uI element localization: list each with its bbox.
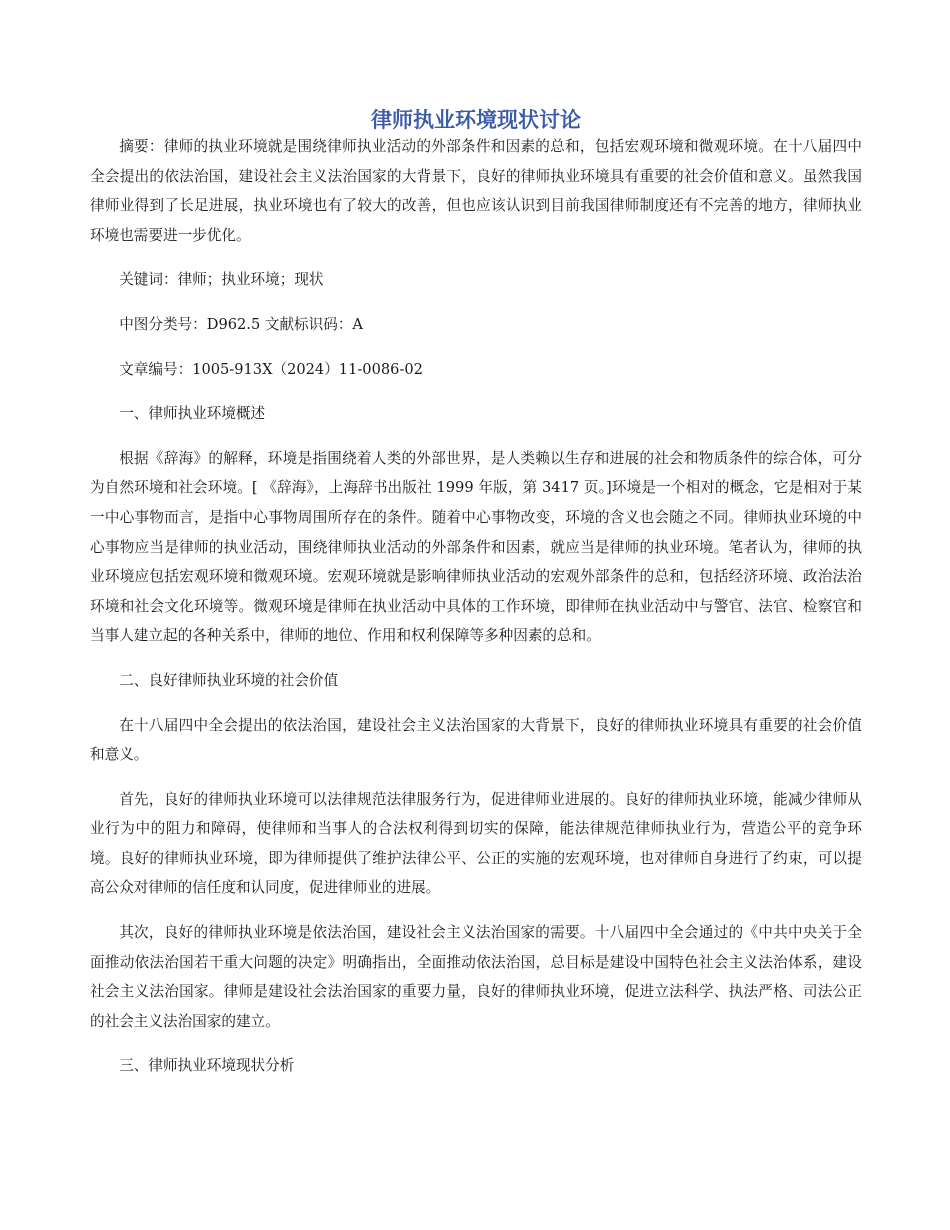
section2-paragraph-3: 其次，良好的律师执业环境是依法治国，建设社会主义法治国家的需要。十八届四中全会通过的《中共中央关于全面推动依法治国若干重大问题的决定》明确指出，全面推动依法治国，总目标是建设中国特色社会主义法治体系，建设社会主义法治国家。律师是建设社会法治国家的重要力量，良好的律师执业环境，促进立法科学、执法严格、司法公正的社会主义法治国家的建立。 [90, 924, 862, 1030]
section-heading-3: 三、律师执业环境现状分析 [119, 1057, 295, 1075]
spacer [90, 651, 862, 666]
spacer [90, 429, 862, 444]
spacer [90, 1036, 862, 1051]
classification-line: 中图分类号：D962.5 文献标识码：A [119, 315, 363, 333]
section1-paragraph-1: 根据《辞海》的解释，环境是指围绕着人类的外部世界，是人类赖以生存和进展的社会和物质条件的综合体，可分为自然环境和社会环境。[ 《辞海》，上海辞书出版社 1999 年版，第 3417 页。]环境是一个相对的概念，它是相对于某一中心事物而言，是指中心事物周围所存在的条件。随着中心事物改变，环境的含义也会随之不同。律师执业环境的中心事物应当是律师的执业活动，围绕律师执业活动的外部条件和因素，就应当是律师的执业环境。笔者认为，律师的执业环境应包括宏观环境和微观环境。宏观环境就是影响律师执业活动的宏观外部条件的总和，包括经济环境、政治法治环境和社会文化环境等。微观环境是律师在执业活动中具体的工作环境，即律师在执业活动中与警官、法官、检察官和当事人建立起的各种关系中，律师的地位、作用和权利保障等多种因素的总和。 [90, 449, 862, 645]
document-title: 律师执业环境现状讨论 [371, 108, 581, 132]
spacer [90, 340, 862, 355]
document-page [90, 104, 862, 1081]
section-heading-1: 一、律师执业环境概述 [119, 405, 266, 423]
spacer [90, 770, 862, 785]
spacer [90, 903, 862, 918]
spacer [90, 696, 862, 711]
spacer [90, 295, 862, 310]
spacer [90, 250, 862, 265]
keywords-line: 关键词：律师；执业环境；现状 [119, 271, 324, 289]
section-heading-2: 二、良好律师执业环境的社会价值 [119, 671, 339, 689]
abstract-paragraph: 摘要：律师的执业环境就是围绕律师执业活动的外部条件和因素的总和，包括宏观环境和微观环境。在十八届四中全会提出的依法治国，建设社会主义法治国家的大背景下，良好的律师执业环境具有重要的社会价值和意义。虽然我国律师业得到了长足进展，执业环境也有了较大的改善，但也应该认识到目前我国律师制度还有不完善的地方，律师执业环境也需要进一步优化。 [90, 138, 862, 244]
article-number-line: 文章编号：1005-913X（2024）11-0086-02 [119, 360, 423, 378]
section2-paragraph-2: 首先，良好的律师执业环境可以法律规范法律服务行为，促进律师业进展的。良好的律师执业环境，能减少律师从业行为中的阻力和障碍，使律师和当事人的合法权利得到切实的保障，能法律规范律师执业行为，营造公平的竞争环境。良好的律师执业环境，即为律师提供了维护法律公平、公正的实施的宏观环境，也对律师自身进行了约束，可以提高公众对律师的信任度和认同度，促进律师业的进展。 [90, 790, 862, 897]
section2-paragraph-1: 在十八届四中全会提出的依法治国，建设社会主义法治国家的大背景下，良好的律师执业环境具有重要的社会价值和意义。 [90, 716, 862, 764]
spacer [90, 384, 862, 399]
